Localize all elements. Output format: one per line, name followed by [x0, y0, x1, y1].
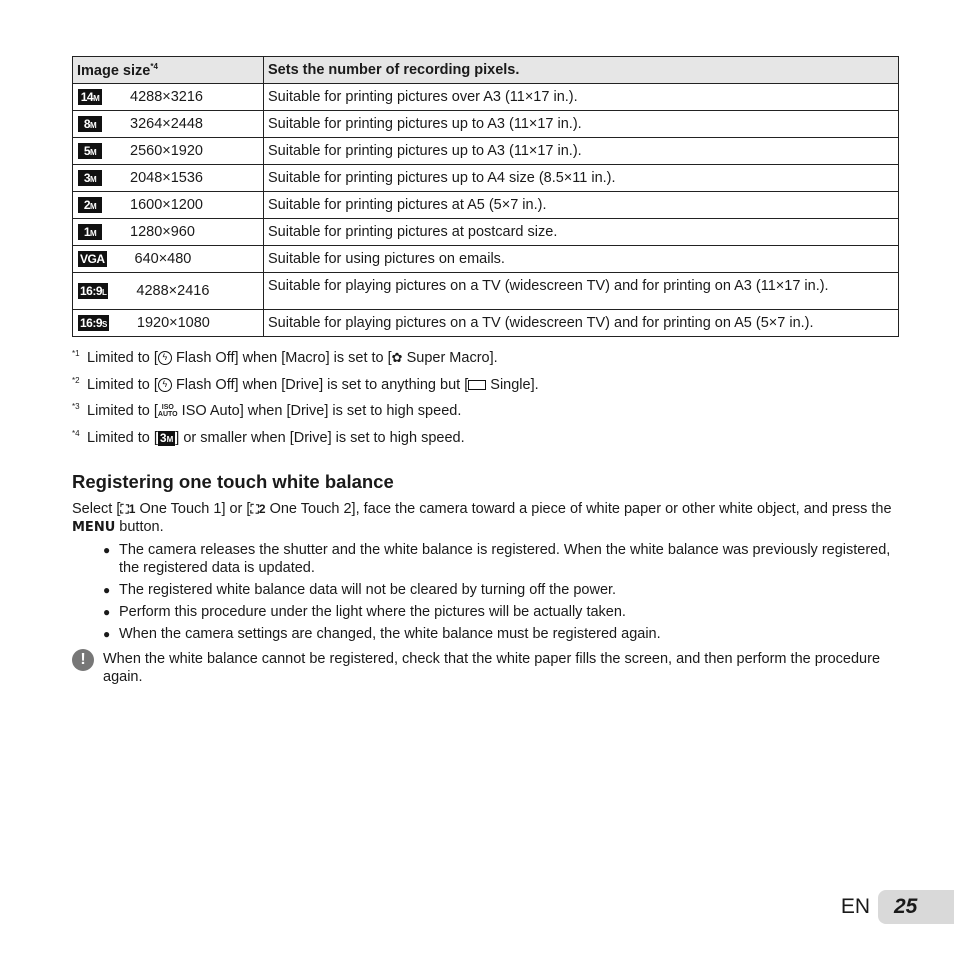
list-item: ● The registered white balance data will not be cleared by turning off the power. [103, 582, 617, 598]
table-row [73, 310, 899, 337]
flash-off-icon: ϟ [158, 378, 172, 392]
iso-auto-icon: ISO AUTO [157, 404, 178, 419]
footnote-2: *2 Limited to [ ϟ Flash Off] when [Drive] is set to anything but [ Single]. [72, 375, 539, 393]
image-size-3m-icon: 3M [78, 170, 102, 186]
language-label: EN [840, 895, 870, 918]
pixel-size: 4288×2416 [136, 283, 210, 299]
image-size-3m-icon: 3M [159, 430, 174, 445]
size-description: Suitable for playing pictures on a TV (widescreen TV) and for printing on A3 (11×17 in.). [264, 273, 899, 310]
caution-note [72, 650, 902, 686]
pixel-size: 2560×1920 [130, 143, 203, 159]
image-size-2m-icon: 2M [78, 197, 102, 213]
footnote-3: *3 Limited to [ ISO AUTO ISO Auto] when [Drive] is set to high speed. [72, 402, 462, 420]
size-description: Suitable for printing pictures up to A3 (11×17 in.). [264, 111, 899, 138]
flash-off-icon: ϟ [158, 351, 172, 365]
image-size-vga-icon: VGA [80, 252, 105, 266]
footnote-4: *4 Limited to [ 3M ] or smaller when [Drive] is set to high speed. [72, 428, 465, 447]
table-row [73, 192, 899, 219]
image-size-table [72, 56, 899, 337]
header-recording-pixels: Sets the number of recording pixels. [264, 57, 899, 84]
image-size-14m-icon: 14M [78, 89, 102, 105]
pixel-size: 3264×2448 [130, 116, 203, 132]
table-header-row [73, 57, 899, 84]
menu-button-label: MENU [72, 520, 116, 535]
image-size-169s-icon: 16:9S [80, 316, 107, 330]
list-item: ● Perform this procedure under the light where the pictures will be actually taken. [103, 604, 626, 620]
footnotes [72, 345, 902, 451]
caution-icon: ! [72, 649, 94, 671]
page-footer [841, 890, 954, 924]
bullet-icon: ● [103, 543, 111, 557]
size-description: Suitable for printing pictures up to A4 size (8.5×11 in.). [264, 165, 899, 192]
footnote-ref: *4 [150, 61, 158, 71]
bullet-icon: ● [103, 627, 111, 641]
table-row [73, 111, 899, 138]
pixel-size: 2048×1536 [130, 170, 203, 186]
size-description: Suitable for printing pictures over A3 (11×17 in.). [264, 84, 899, 111]
page-number: 25 [878, 890, 954, 924]
header-image-size: Image size$^{*4}$ [73, 57, 264, 84]
one-touch-wb-1-icon: ⛶1 [120, 502, 136, 516]
size-description: Suitable for printing pictures up to A3 (11×17 in.). [264, 138, 899, 165]
image-size-5m-icon: 5M [78, 143, 102, 159]
footnote-1: *1 Limited to [ ϟ Flash Off] when [Macro] is set to [ ✿ Super Macro]. [72, 349, 498, 367]
bullet-icon: ● [103, 605, 111, 619]
section-title: Registering one touch white balance [72, 471, 394, 492]
pixel-size: 4288×3216 [130, 89, 203, 105]
image-size-169l-icon: 16:9L [80, 284, 107, 298]
super-macro-icon: ✿ [391, 350, 403, 366]
table-row [73, 138, 899, 165]
single-frame-icon [468, 380, 486, 390]
image-size-1m-icon: 1M [78, 224, 102, 240]
caution-text: When the white balance cannot be registered, check that the white paper fills the screen, and then perform the procedure again. [103, 651, 881, 685]
table-row [73, 84, 899, 111]
size-description: Suitable for playing pictures on a TV (widescreen TV) and for printing on A5 (5×7 in.). [264, 310, 899, 337]
image-size-8m-icon: 8M [78, 116, 102, 132]
size-description: Suitable for using pictures on emails. [264, 246, 899, 273]
table-row [73, 273, 899, 310]
bullet-icon: ● [103, 583, 111, 597]
size-description: Suitable for printing pictures at A5 (5×7 in.). [264, 192, 899, 219]
list-item: ● When the camera settings are changed, the white balance must be registered again. [103, 626, 661, 642]
intro-paragraph: Select [⛶1 One Touch 1] or [⛶2 One Touch 2], face the camera toward a piece of white paper or other white object, and press the MENU button. [72, 501, 892, 535]
table-row [73, 219, 899, 246]
table-row [73, 246, 899, 273]
bullet-list [103, 541, 903, 647]
pixel-size: 640×480 [134, 251, 192, 267]
pixel-size: 1600×1200 [130, 197, 203, 213]
list-item: ● The camera releases the shutter and the white balance is registered. When the white balance was previously registered, the registered data is updated. [103, 542, 891, 576]
pixel-size: 1920×1080 [136, 315, 210, 331]
one-touch-wb-2-icon: ⛶2 [250, 502, 266, 516]
table-row [73, 165, 899, 192]
size-description: Suitable for printing pictures at postcard size. [264, 219, 899, 246]
pixel-size: 1280×960 [130, 224, 195, 240]
